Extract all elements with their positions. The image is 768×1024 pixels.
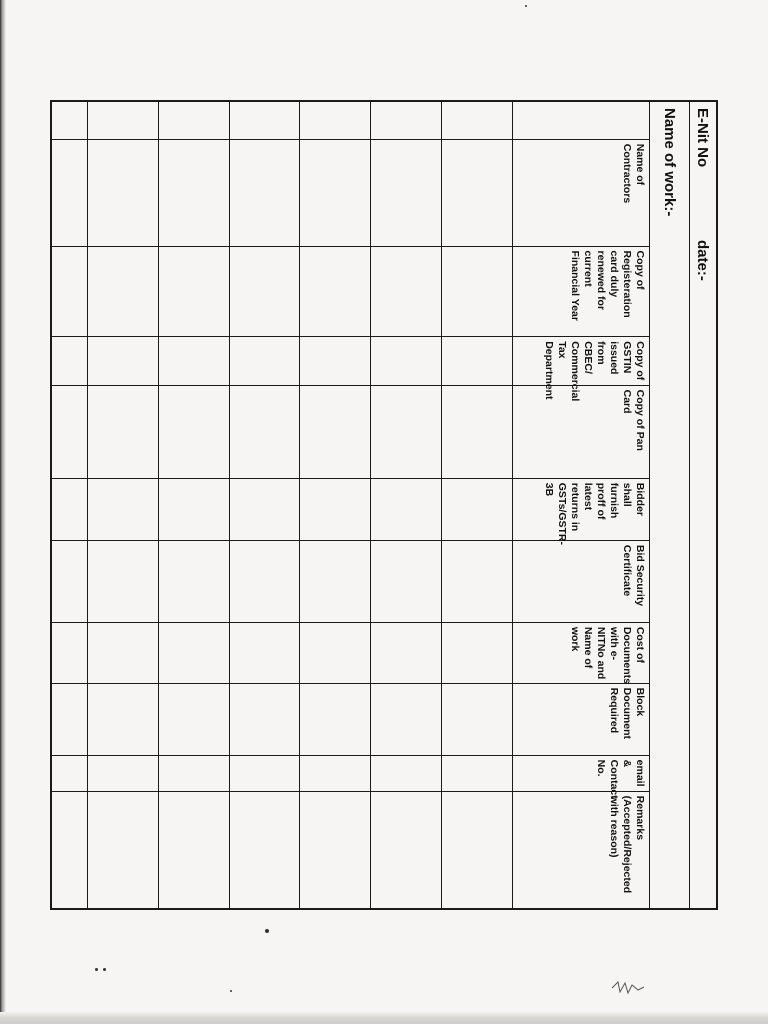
entry-cell[interactable] (87, 139, 158, 246)
entry-cell[interactable] (300, 246, 371, 337)
entry-cell[interactable] (300, 791, 371, 908)
scan-speck (525, 5, 527, 7)
entry-row (300, 102, 371, 908)
enit-row (689, 102, 716, 908)
entry-cell[interactable] (229, 246, 300, 337)
entry-cell[interactable] (371, 385, 442, 478)
entry-cell[interactable] (158, 683, 229, 755)
entry-cell[interactable] (300, 385, 371, 478)
column-label-row (513, 102, 650, 908)
entry-cell[interactable] (371, 337, 442, 385)
enit-label: E-Nit No (694, 108, 712, 168)
entry-row (371, 102, 442, 908)
entry-row (52, 102, 87, 908)
entry-cell[interactable] (52, 622, 87, 683)
entry-cell[interactable] (87, 683, 158, 755)
entry-cell[interactable] (442, 337, 513, 385)
column-label: email & Contact No. (513, 755, 650, 791)
entry-cell[interactable] (158, 385, 229, 478)
entry-row (87, 102, 158, 908)
entry-cell[interactable] (87, 337, 158, 385)
entry-cell[interactable] (371, 139, 442, 246)
entry-row (229, 102, 300, 908)
scan-speck (95, 968, 98, 971)
entry-cell[interactable] (229, 791, 300, 908)
entry-cell[interactable] (442, 246, 513, 337)
entry-row (158, 102, 229, 908)
entry-cell[interactable] (442, 683, 513, 755)
entry-cell[interactable] (229, 385, 300, 478)
entry-cell[interactable] (442, 385, 513, 478)
entry-cell[interactable] (300, 337, 371, 385)
entry-cell[interactable] (52, 755, 87, 791)
entry-cell[interactable] (87, 478, 158, 540)
entry-cell[interactable] (52, 337, 87, 385)
entry-cell[interactable] (442, 791, 513, 908)
entry-cell[interactable] (300, 139, 371, 246)
entry-cell[interactable] (87, 385, 158, 478)
column-label: Bidder shall furnish proff of latest returns in GSTs/GSTR-3B (513, 478, 650, 540)
entry-cell[interactable] (371, 683, 442, 755)
entry-cell[interactable] (300, 540, 371, 622)
entry-cell[interactable] (300, 478, 371, 540)
entry-cell[interactable] (442, 139, 513, 246)
entry-cell[interactable] (371, 246, 442, 337)
entry-cell[interactable] (371, 540, 442, 622)
entry-cell[interactable] (300, 102, 371, 139)
entry-cell[interactable] (52, 246, 87, 337)
entry-cell[interactable] (87, 755, 158, 791)
entry-cell[interactable] (229, 478, 300, 540)
entry-cell[interactable] (229, 337, 300, 385)
column-label: Cost of Documents with e-NITNo and Name of work (513, 622, 650, 683)
column-label: Remarks (Accepted/Rejected with reason) (513, 791, 650, 908)
entry-cell[interactable] (229, 540, 300, 622)
entry-cell[interactable] (300, 683, 371, 755)
entry-cell[interactable] (52, 478, 87, 540)
date-label: date:- (694, 240, 712, 281)
scanner-edge (0, 1012, 768, 1024)
entry-cell[interactable] (158, 246, 229, 337)
checklist-table (52, 102, 650, 908)
entry-cell[interactable] (158, 478, 229, 540)
column-label: Bid Security Certificate (513, 540, 650, 622)
entry-cell[interactable] (442, 102, 513, 139)
entry-cell[interactable] (229, 102, 300, 139)
entry-cell[interactable] (229, 683, 300, 755)
entry-cell[interactable] (442, 478, 513, 540)
work-label: Name of work:- (661, 108, 679, 217)
entry-cell[interactable] (52, 385, 87, 478)
entry-cell[interactable] (87, 791, 158, 908)
entry-cell[interactable] (52, 683, 87, 755)
entry-cell[interactable] (300, 622, 371, 683)
entry-cell[interactable] (158, 102, 229, 139)
column-label: Name of Contractors (513, 139, 650, 246)
entry-row (442, 102, 513, 908)
entry-cell[interactable] (158, 139, 229, 246)
spacer-cell (513, 102, 650, 139)
scan-speck (230, 990, 232, 992)
entry-cell[interactable] (87, 102, 158, 139)
entry-cell[interactable] (52, 102, 87, 139)
entry-cell[interactable] (371, 478, 442, 540)
scan-speck (103, 968, 106, 971)
column-label: Copy of Pan Card (513, 385, 650, 478)
entry-cell[interactable] (52, 139, 87, 246)
scan-smudge (608, 974, 648, 1000)
entry-cell[interactable] (87, 622, 158, 683)
entry-cell[interactable] (52, 791, 87, 908)
entry-cell[interactable] (158, 540, 229, 622)
entry-cell[interactable] (371, 755, 442, 791)
bid-checklist-form (50, 100, 718, 910)
entry-cell[interactable] (158, 337, 229, 385)
column-label: Block Document Required (513, 683, 650, 755)
entry-cell[interactable] (442, 540, 513, 622)
entry-cell[interactable] (371, 791, 442, 908)
column-label: Copy of Registeration card duly renewed for current Financial Year (513, 246, 650, 337)
entry-cell[interactable] (158, 791, 229, 908)
work-row (649, 102, 690, 908)
entry-cell[interactable] (87, 540, 158, 622)
entry-cell[interactable] (229, 755, 300, 791)
entry-cell[interactable] (442, 755, 513, 791)
entry-cell[interactable] (371, 622, 442, 683)
entry-cell[interactable] (158, 755, 229, 791)
entry-cell[interactable] (52, 540, 87, 622)
entry-cell[interactable] (229, 139, 300, 246)
entry-cell[interactable] (371, 102, 442, 139)
column-label: Copy of GSTIN issued from CBEC/ Commercial Tax Department (513, 337, 650, 385)
entry-cell[interactable] (300, 755, 371, 791)
entry-cell[interactable] (158, 622, 229, 683)
entry-cell[interactable] (87, 246, 158, 337)
entry-cell[interactable] (442, 622, 513, 683)
scan-speck (265, 929, 269, 933)
entry-cell[interactable] (229, 622, 300, 683)
